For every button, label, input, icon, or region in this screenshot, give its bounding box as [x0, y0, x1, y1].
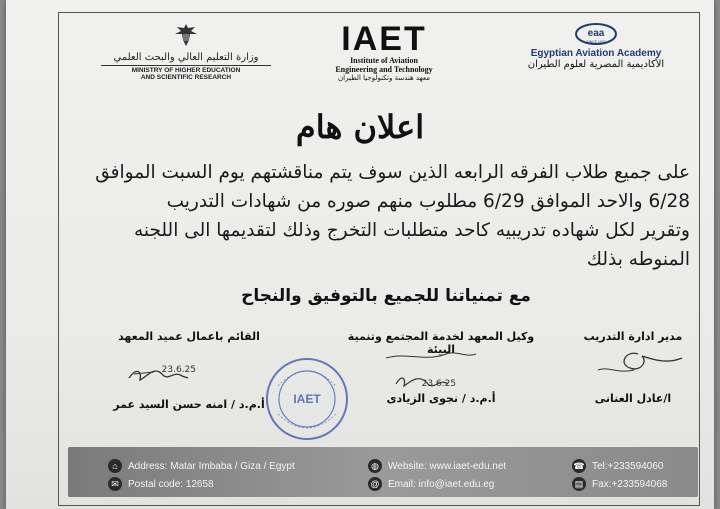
- signatory-name: أ.م.د / امنه حسن السيد عمر: [113, 398, 265, 411]
- address-item: [108, 459, 295, 473]
- iaet-english-name: Institute of Aviation Engineering and Technology: [335, 56, 433, 74]
- fax-text: Fax:+233594068: [592, 478, 668, 490]
- signatory-role: وكيل المعهد لخدمة المجتمع وتنمية البيئة: [347, 330, 535, 356]
- body-line: على جميع طلاب الفرقه الرابعه الذين سوف يتم مناقشتهم يوم السبت الموافق: [95, 162, 690, 183]
- signatory-name: ا/عادل العنانى: [594, 392, 672, 405]
- iaet-logo-block: [294, 22, 474, 90]
- closing-wishes: مع تمنياتنا للجميع بالتوفيق والنجاح: [241, 286, 531, 306]
- website-link[interactable]: Website: www.iaet-edu.net: [388, 460, 507, 472]
- signature-block-training-director: [568, 330, 698, 410]
- phone-item: [572, 459, 663, 473]
- svg-text:IAET: IAET: [293, 392, 321, 406]
- official-stamp: [264, 356, 350, 442]
- location-icon: ⌂: [108, 459, 122, 473]
- announcement-title: اعلان هام: [295, 108, 425, 146]
- fax-icon: ▤: [572, 477, 586, 491]
- phone-text: Tel:+233594060: [592, 460, 664, 472]
- signature-block-vice-dean: [346, 330, 536, 410]
- email-item: [368, 477, 494, 491]
- phone-icon: ☎: [572, 459, 586, 473]
- email-link[interactable]: Email: info@iaet.edu.eg: [388, 478, 495, 490]
- handwritten-signature: [578, 344, 688, 380]
- iaet-arabic-name: معهد هندسة وتكنولوجيا الطيران: [338, 74, 430, 82]
- eaa-logo-block: [496, 22, 696, 90]
- iaet-logo: IAET: [341, 20, 427, 58]
- ministry-arabic-name: وزارة التعليم العالي والبحث العلمي: [113, 52, 259, 63]
- signature-date: 23.6.25: [421, 379, 456, 389]
- fax-item: [572, 477, 667, 491]
- body-line: وتقرير لكل شهاده تدريبيه كاحد متطلبات التخرج وذلك لتقديمها الى اللجنه: [133, 220, 690, 241]
- document-page: [6, 0, 714, 509]
- eaa-badge-text: eaa: [587, 28, 605, 39]
- signatory-name: أ.م.د / نجوى الزيادى: [386, 392, 496, 405]
- ministry-logo-block: [101, 22, 271, 90]
- signature-date: 23.6.25: [161, 365, 196, 375]
- address-text: Address: Matar Imbaba / Giza / Egypt: [128, 460, 295, 472]
- ministry-english-name: MINISTRY OF HIGHER EDUCATION AND SCIENTIFIC RESEARCH: [101, 65, 271, 81]
- body-line: المنوطه بذلك: [586, 249, 690, 270]
- body-line: 6/28 والاحد الموافق 6/29 مطلوب منهم صوره من شهادات التدريب: [166, 191, 690, 212]
- eaa-badge-icon: [574, 22, 618, 46]
- eaa-badge-sub: SINCE 1932: [586, 40, 606, 44]
- eagle-emblem-icon: [173, 22, 199, 50]
- globe-icon: ◍: [368, 459, 382, 473]
- signatory-role: القائم باعمال عميد المعهد: [118, 330, 260, 343]
- postal-text: Postal code: 12658: [128, 478, 214, 490]
- announcement-body: [90, 158, 690, 274]
- postal-item: [108, 477, 214, 491]
- at-icon: @: [368, 477, 382, 491]
- mail-icon: ✉: [108, 477, 122, 491]
- signature-block-dean: [104, 330, 274, 410]
- signatory-role: مدير ادارة التدريب: [583, 330, 683, 343]
- website-item: [368, 459, 506, 473]
- handwritten-signature: [376, 344, 516, 394]
- eaa-arabic-name: الأكاديمية المصرية لعلوم الطيران: [527, 59, 665, 70]
- handwritten-signature: [124, 348, 254, 388]
- contact-footer: [68, 447, 698, 497]
- eaa-english-name: Egyptian Aviation Academy: [530, 48, 662, 59]
